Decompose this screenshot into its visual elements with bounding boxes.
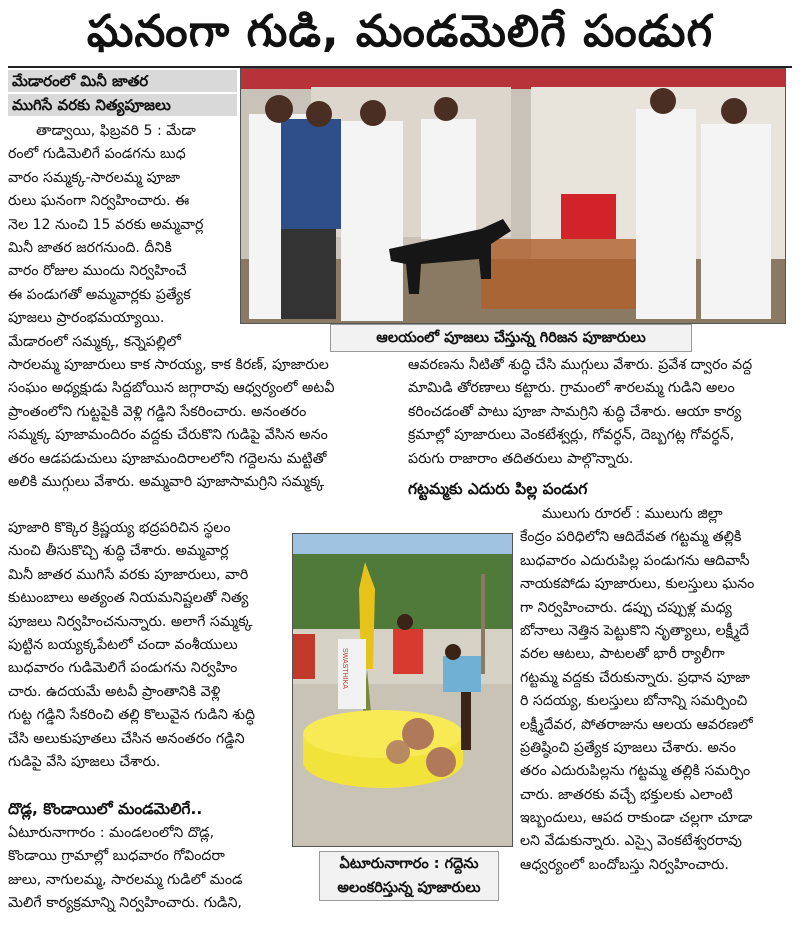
kicker-line-2: ముగిసే వరకు నిత్యపూజలు: [8, 94, 237, 116]
text-line: మినీ జాతర ముగిసే వరకు పూజారులు, వారి: [8, 566, 249, 583]
shrine-photo-caption: [319, 851, 499, 901]
text-line: బుధవారం గుడిమెలిగే పండుగను నిర్వహిం: [8, 660, 238, 677]
text-line: కొండాయి గ్రామాల్లో బుధవారం గోవిందరా: [8, 848, 225, 865]
text-line: మామిడి తోరణాలు కట్టారు. గ్రామంలో శారలమ్మ గుడిని అలం: [408, 380, 735, 397]
text-line: తరం ఆడపడుచులు పూజామందిరాలలోని గద్దెలను మట్టితో: [8, 450, 327, 467]
text-line: రంలో గుడిమెలిగే పండగను బుధ: [8, 146, 186, 163]
text-line: క్రమాల్లో పూజారులు వెంకటేశ్వర్లు, గోవర్ధన్, దెబ్బగట్ల గోవర్ధన్,: [408, 427, 735, 444]
shrine-photo: [292, 533, 513, 847]
text-line: చారు. జాతరకు వచ్చే భక్తులకు ఎలాంటి: [520, 786, 733, 803]
text-line: ప్రతిష్ఠించి ప్రత్యేక పూజలు చేశారు. అనం: [520, 739, 736, 756]
text-line: ఇబ్బందులు, ఆపద రాకుండా చల్లగా చూడా: [520, 810, 753, 827]
story3-body: [520, 503, 792, 877]
text-line: వారం సమ్మక్క-సారలమ్మ పూజా: [8, 169, 181, 186]
text-line: మెలిగే కార్యక్రమాన్ని నిర్వహించారు. గుడిని,: [8, 895, 242, 912]
text-line: ప్రాంతంలోని గుట్టపైకి వెళ్లి గడ్డిని సేకరించారు. అనంతరం: [8, 403, 307, 420]
text-line: తాడ్వాయి, ఫిబ్రవరి 5 : మేడా: [36, 123, 196, 139]
text-line: సంఘం అధ్యక్షుడు సిద్దబోయిన జగ్గారావు ఆధ్వర్యంలో అటవీ: [8, 380, 335, 397]
bag-label: SWASTHIKA: [341, 648, 348, 689]
text-line: బుధవారం ఎదురుపిల్ల పండుగను ఆదివాసీ: [520, 552, 750, 569]
text-line: గట్టమ్మ వద్దకు చేరుకున్నారు. ప్రధాన పూజా: [520, 669, 750, 686]
text-line: ఆధ్వర్యంలో బందోబస్తు నిర్వహించారు.: [520, 856, 729, 873]
text-line: జులు, నాగులమ్మ, సారలమ్మ గుడిలో మండ: [8, 871, 243, 888]
text-line: సమ్మక్క పూజామందిరం వద్దకు చేరుకొని గుడిపై వేసిన అనం: [8, 427, 328, 444]
text-line: పూజలు ప్రారంభమయ్యాయి.: [8, 310, 165, 327]
text-line: లని వేడుకున్నారు. ఎస్సై వెంకటేశ్వరరావు: [520, 833, 742, 850]
text-line: కేంద్రం పరిధిలోని ఆదిదేవత గట్టమ్మ తల్లికి: [520, 529, 742, 546]
text-line: కరించడంతో పాటు పూజా సామగ్రిని శుద్ధి చేశారు. ఆయా కార్య: [408, 403, 742, 420]
headline: ఘనంగా గుడి, మండమెలిగే పండుగ: [86, 6, 714, 57]
text-line: రులు ఘనంగా నిర్వహించారు. ఈ: [8, 193, 190, 210]
kicker-line-1: మేడారంలో మినీ జాతర: [8, 70, 237, 92]
text-line: తరం ఎదురుపిల్లను గట్టమ్మ తల్లికి సమర్పిం: [520, 763, 751, 780]
text-line: గా నిర్వహించారు. డప్పు చప్పుళ్ల మధ్య: [520, 599, 732, 616]
text-line: మేడారంలో సమ్మక్క, కన్నెపల్లిలో: [8, 333, 181, 350]
temple-photo: [240, 68, 786, 324]
text-line: బోనాలు నెత్తిన పెట్టుకొని నృత్యాలు, లక్ష్మీదే: [520, 622, 750, 639]
text-line: పూజారి కొక్కెర క్రిష్ణయ్య భద్రపరిచిన స్థలం: [8, 520, 231, 536]
text-line: మినీ జాతర జరగనుంది. దీనికి: [8, 239, 172, 256]
text-line: పరుగు రాజారాం తదితరులు పాల్గొన్నారు.: [408, 450, 634, 467]
text-line: నుంచి తీసుకొచ్చి శుద్ధి చేశారు. అమ్మవార్ల: [8, 543, 229, 560]
text-line: గుడిపై వేసి పూజలు చేశారు.: [8, 753, 161, 770]
story1-continuation: [408, 354, 792, 471]
text-line: వారం రోజుల ముందు నిర్వహించే: [8, 263, 187, 280]
text-line: సారలమ్మ పూజారులు కాక సారయ్య, కాక కిరణ్, పూజారుల: [8, 357, 329, 373]
text-line: గుట్ట గడ్డిని సేకరించి తల్లి కొలువైన గుడిని శుద్ధి: [8, 707, 256, 724]
text-line: ములుగు రూరల్ : ములుగు జిల్లా: [542, 506, 723, 522]
text-line: అలికి ముగ్గులు వేశారు. అమ్మవారి పూజాసామగ్రిని సమ్మక్క: [8, 473, 325, 490]
text-line: రి సదయ్య, కులస్తులు బోనాన్ని సమర్పించి: [520, 693, 748, 710]
text-line: ఏటూరునాగారం : మండలంలోని దొడ్ల,: [8, 825, 215, 841]
shrine-caption-line-2: అలంకరిస్తున్న పూజారులు: [337, 880, 481, 896]
text-line: పూజలు నిర్వహించనున్నారు. అలాగే సమ్మక్క: [8, 613, 253, 630]
shrine-caption-line-1: ఏటూరునాగారం : గద్దెను: [339, 856, 479, 872]
story2-body: [8, 822, 286, 916]
text-line: వరల ఆటలు, పాటలతో భారీ ర్యాలీగా: [520, 646, 725, 663]
temple-photo-image: [241, 69, 785, 323]
story1-narrow: [8, 517, 286, 774]
story2-heading: దొడ్ల, కొండాయిలో మండమెలిగే..: [8, 800, 203, 818]
story3-heading: గట్టమ్మకు ఎదురు పిల్ల పండుగ: [408, 480, 588, 498]
text-line: చేసి అలుకుపూతలు చేసిన అనంతరం గడ్డిని: [8, 730, 245, 747]
story1-wide: [8, 354, 400, 494]
text-line: నాయకపోడు పూజారులు, కులస్తులు ఘనం: [520, 576, 755, 593]
shrine-photo-image: [293, 534, 512, 846]
text-line: ఆవరణను నీటితో శుద్ధి చేసి ముగ్గులు వేశారు. ప్రవేశ ద్వారం వద్ద: [408, 357, 753, 373]
text-line: నెల 12 నుంచి 15 వరకు అమ్మవార్ల: [8, 216, 204, 233]
text-line: చారు. ఉదయమే అటవీ ప్రాంతానికి వెళ్లి: [8, 683, 221, 700]
temple-photo-caption: ఆలయంలో పూజలు చేస్తున్న గిరిజన పూజారులు: [330, 324, 692, 352]
text-line: పుట్టిన బయ్యక్కపేటలో చందా వంశీయులు: [8, 636, 238, 653]
text-line: లక్ష్మీదేవర, పోతరాజును ఆలయ ఆవరణలో: [520, 716, 753, 733]
text-line: కుటుంబాలు అత్యంత నియమనిష్టలతో నిత్య: [8, 590, 249, 607]
story1-intro: [8, 120, 236, 354]
text-line: ఈ పండుగతో అమ్మవార్లకు ప్రత్యేక: [8, 286, 191, 303]
